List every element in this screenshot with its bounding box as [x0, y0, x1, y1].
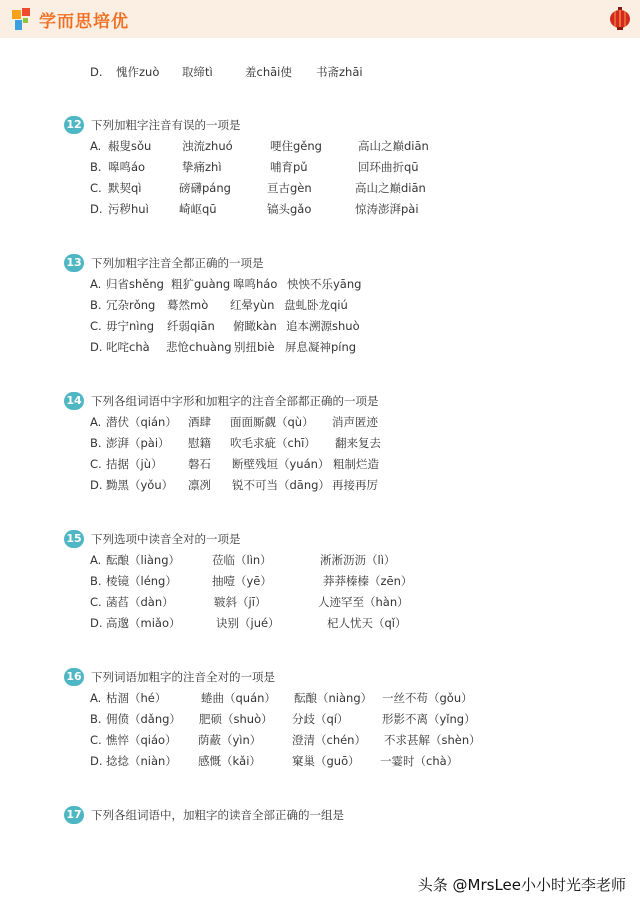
option-item: 锐不可当（dāng） [232, 478, 330, 492]
option-label: D. [90, 340, 103, 354]
option-item: 怏怏不乐yāng [287, 277, 362, 291]
brand-logo [12, 6, 129, 32]
question-text: 下列加粗字注音有误的一项是 [91, 118, 241, 132]
option-item: 冗杂rǒng [106, 298, 156, 312]
option-item: 澎湃（pài） [106, 436, 170, 450]
question-text: 下列词语加粗字的注音全对的一项是 [91, 670, 275, 684]
option-item: 憔悴（qiáo） [106, 733, 177, 747]
question-number-badge: 13 [64, 254, 84, 272]
option-item: 嗥鸣háo [233, 277, 278, 291]
option-label: C. [90, 457, 102, 471]
option-item: 红晕yùn [230, 298, 275, 312]
question-number-badge: 12 [64, 116, 84, 134]
question-number-badge: 16 [64, 668, 84, 686]
question-text: 下列加粗字注音全都正确的一项是 [91, 256, 264, 270]
logo-icon [12, 8, 34, 30]
option-item: 菡萏（dàn） [106, 595, 174, 609]
question-number-badge: 14 [64, 392, 84, 410]
option-label: A. [90, 691, 102, 705]
option-item: 慰籍 [188, 436, 211, 450]
option-item: 消声匿迹 [332, 415, 378, 429]
option-item: 镐头gǎo [267, 202, 312, 216]
option-item: 哺育pǔ [270, 160, 308, 174]
option-item: 感慨（kǎi） [198, 754, 261, 768]
option-item: 不求甚解（shèn） [384, 733, 481, 747]
option-item: 别扭biè [234, 340, 275, 354]
option-item: 回环曲折qū [358, 160, 419, 174]
option-item: 蓦然mò [167, 298, 209, 312]
option-item: 归省shěng [106, 277, 164, 291]
q11-d-item-3: 羞chāi使 [245, 65, 292, 79]
option-item: 磐石 [188, 457, 211, 471]
q11-d-item-2: 取缔tì [182, 65, 213, 79]
option-item: 分歧（qí） [292, 712, 349, 726]
option-label: A. [90, 139, 102, 153]
option-item: 抽噎（yē） [212, 574, 272, 588]
option-item: 追本溯源shuò [286, 319, 360, 333]
option-item: 莽莽榛榛（zēn） [323, 574, 413, 588]
option-item: 高邈（miǎo） [106, 616, 181, 630]
option-item: 酒肆 [188, 415, 211, 429]
option-item: 毋宁nìng [106, 319, 155, 333]
question-text: 下列各组词语中字形和加粗字的注音全部都正确的一项是 [91, 394, 379, 408]
option-item: 吹毛求疵（chī） [230, 436, 316, 450]
option-item: 淅淅沥沥（lì） [320, 553, 396, 567]
option-label: A. [90, 277, 102, 291]
question-number-badge: 15 [64, 530, 84, 548]
option-item: 杞人忧天（qǐ） [327, 616, 407, 630]
option-item: 翻来复去 [335, 436, 381, 450]
option-item: 酝酿（liàng） [106, 553, 181, 567]
option-item: 俯瞰kàn [233, 319, 277, 333]
option-item: 肥硕（shuò） [199, 712, 273, 726]
option-item: 莅临（lìn） [212, 553, 272, 567]
option-item: 断壁残垣（yuán） [232, 457, 330, 471]
option-label: D. [90, 202, 103, 216]
option-item: 赧叟sǒu [108, 139, 152, 153]
option-item: 形影不离（yǐng） [382, 712, 476, 726]
option-label: B. [90, 298, 102, 312]
option-item: 黝黑（yǒu） [106, 478, 174, 492]
page-header [0, 0, 640, 38]
option-label: D. [90, 478, 103, 492]
option-label: A. [90, 415, 102, 429]
option-item: 酝酿（niàng） [294, 691, 373, 705]
option-item: 再接再厉 [332, 478, 378, 492]
option-label: B. [90, 712, 102, 726]
option-item: 粗制烂造 [333, 457, 379, 471]
option-item: 荫蔽（yìn） [198, 733, 262, 747]
option-label: D. [90, 754, 103, 768]
option-item: 一霎时（chà） [380, 754, 459, 768]
option-item: 蜷曲（quán） [201, 691, 276, 705]
option-item: 人迹罕至（hàn） [318, 595, 409, 609]
question-number-badge: 17 [64, 806, 84, 824]
option-item: 凛冽 [188, 478, 211, 492]
option-item: 枯涸（hé） [106, 691, 167, 705]
option-item: 污秽huì [108, 202, 149, 216]
option-item: 面面厮觑（qù） [230, 415, 314, 429]
question-text: 下列选项中读音全对的一项是 [91, 532, 241, 546]
q11-option-d-label: D. [90, 65, 103, 79]
option-item: 默契qì [108, 181, 142, 195]
option-item: 粗犷guàng [171, 277, 231, 291]
option-label: B. [90, 574, 102, 588]
lantern-icon [608, 7, 632, 31]
option-label: A. [90, 553, 102, 567]
option-item: 哽住gěng [270, 139, 322, 153]
option-item: 高山之巅diān [355, 181, 426, 195]
option-item: 盘虬卧龙qiú [284, 298, 348, 312]
brand-name: 学而思培优 [39, 11, 129, 32]
option-item: 嗥鸣áo [108, 160, 146, 174]
option-item: 拮据（jù） [106, 457, 163, 471]
q11-d-item-1: 愧作zuò [116, 65, 160, 79]
option-label: D. [90, 616, 103, 630]
option-item: 高山之巅diān [358, 139, 429, 153]
option-item: 屏息凝神píng [285, 340, 357, 354]
option-item: 纤弱qiān [167, 319, 215, 333]
option-label: B. [90, 160, 102, 174]
option-item: 惊涛澎湃pài [355, 202, 419, 216]
option-item: 捻捻（niàn） [106, 754, 177, 768]
option-label: C. [90, 595, 102, 609]
option-item: 浊流zhuó [182, 139, 233, 153]
option-item: 磅礴páng [179, 181, 231, 195]
option-item: 悲怆chuàng [166, 340, 232, 354]
option-item: 佣偾（dǎng） [106, 712, 181, 726]
option-item: 窠巢（guō） [292, 754, 360, 768]
option-item: 一丝不苟（gǒu） [382, 691, 473, 705]
option-label: C. [90, 319, 102, 333]
option-label: C. [90, 733, 102, 747]
question-text: 下列各组词语中，加粗字的读音全部正确的一组是 [91, 808, 344, 822]
option-item: 皲斜（jī） [214, 595, 267, 609]
option-item: 棱镜（léng） [106, 574, 177, 588]
option-item: 潜伏（qián） [106, 415, 177, 429]
watermark: 头条 @MrsLee小小时光李老师 [417, 876, 626, 894]
option-item: 崎岖qū [179, 202, 217, 216]
option-item: 挚痛zhì [182, 160, 222, 174]
option-item: 叱咤chà [106, 340, 150, 354]
option-label: B. [90, 436, 102, 450]
option-item: 澄清（chén） [292, 733, 366, 747]
option-item: 诀别（jué） [216, 616, 280, 630]
option-label: C. [90, 181, 102, 195]
q11-d-item-4: 书斋zhāi [316, 65, 363, 79]
option-item: 亘古gèn [267, 181, 312, 195]
